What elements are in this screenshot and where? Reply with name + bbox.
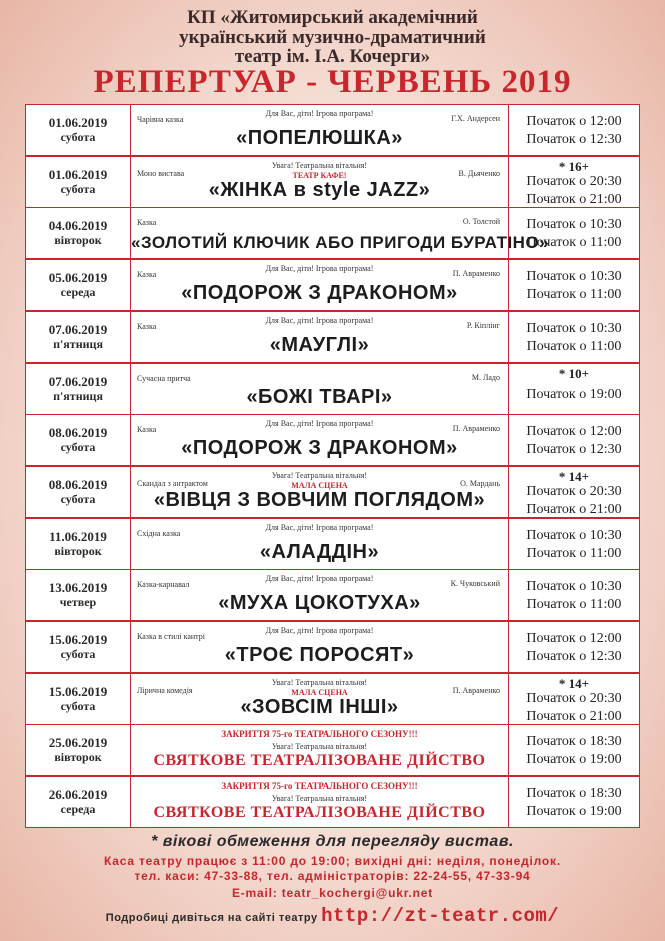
performance-info: [131, 157, 509, 207]
table-row: [25, 724, 640, 776]
performance-info: [131, 570, 509, 620]
performance-info: [131, 519, 509, 569]
performance-title: «ПОДОРОЖ З ДРАКОНОМ»: [181, 437, 458, 460]
start-time: Початок о 10:30: [526, 579, 622, 595]
repertoire-table: [25, 104, 640, 828]
age-limit-badge: * 14+: [558, 468, 590, 484]
performance-note: Увага! Театральна вітальня!: [271, 160, 368, 170]
performance-title: СВЯТКОВЕ ТЕАТРАЛІЗОВАНЕ ДІЙСТВО: [153, 804, 486, 822]
start-time: Початок о 20:30: [526, 483, 622, 499]
performance-title: «БОЖІ ТВАРІ»: [246, 385, 393, 408]
performance-genre: Казка: [137, 321, 157, 331]
performance-date: 26.06.2019: [48, 787, 108, 803]
performance-weekday: субота: [60, 181, 96, 196]
performance-note: Для Вас, діти! Ігрова програма!: [265, 315, 374, 325]
table-row: [25, 518, 640, 570]
start-time: Початок о 10:30: [526, 217, 622, 233]
date-cell: [26, 519, 131, 569]
performance-info: [131, 467, 509, 517]
date-cell: [26, 208, 131, 258]
start-time: Початок о 18:30: [526, 786, 622, 802]
performance-date: 13.06.2019: [48, 580, 108, 596]
start-time: Початок о 19:00: [526, 386, 622, 402]
start-time: Початок о 18:30: [526, 734, 622, 750]
performance-weekday: вівторок: [54, 543, 102, 558]
performance-info: [131, 260, 509, 310]
performance-genre: Казка: [137, 218, 157, 228]
performance-title: «ТРОЄ ПОРОСЯТ»: [224, 644, 415, 666]
performance-weekday: субота: [60, 491, 96, 506]
performance-author: П. Авраменко: [452, 424, 500, 434]
start-time: Початок о 12:30: [526, 132, 622, 147]
performance-venue-note: МАЛА СЦЕНА: [291, 687, 348, 697]
table-row: [25, 414, 640, 466]
start-time: Початок о 21:00: [526, 708, 622, 724]
page-title: РЕПЕРТУАР - ЧЕРВЕНЬ 2019: [93, 64, 572, 100]
table-row: [25, 259, 640, 311]
performance-author: Р. Кіплінг: [466, 320, 500, 330]
performance-info: [131, 312, 509, 362]
box-office-hours: Каса театру працює з 11:00 до 19:00; вихідні дні: неділя, понеділок.: [103, 854, 562, 868]
start-time: Початок о 11:00: [526, 338, 622, 354]
table-row: [25, 363, 640, 415]
start-time: Початок о 19:00: [526, 804, 622, 820]
start-time: Початок о 10:30: [526, 527, 622, 543]
performance-info: [131, 674, 509, 724]
start-time: Початок о 21:00: [526, 501, 622, 517]
date-cell: [26, 157, 131, 207]
start-times: [509, 467, 639, 519]
performance-weekday: п'ятниця: [53, 336, 103, 351]
performance-title: «ЗОЛОТИЙ КЛЮЧИК АБО ПРИГОДИ БУРАТІНО»: [131, 233, 550, 253]
start-time: Початок о 10:30: [526, 320, 622, 336]
performance-date: 01.06.2019: [48, 115, 108, 130]
start-times: [509, 725, 639, 783]
performance-genre: Казка-карнавал: [137, 580, 190, 590]
performance-info: [131, 725, 509, 775]
performance-title: «МУХА ЦОКОТУХА»: [218, 592, 421, 615]
performance-date: 15.06.2019: [48, 632, 108, 647]
performance-title: «АЛАДДІН»: [259, 540, 380, 563]
start-times: [509, 208, 639, 266]
start-times: [509, 157, 639, 209]
performance-title: «ВІВЦЯ З ВОВЧИМ ПОГЛЯДОМ»: [153, 488, 486, 511]
performance-venue-note: ТЕАТР КАФЕ!: [292, 170, 347, 180]
age-limit-badge: * 14+: [558, 675, 590, 691]
performance-date: 25.06.2019: [48, 735, 108, 751]
performance-genre: Моно вистава: [137, 168, 185, 178]
performance-weekday: середа: [60, 285, 96, 300]
table-row: [25, 207, 640, 259]
performance-genre: Лірична комедія: [137, 685, 193, 695]
performance-title: «ПОДОРОЖ З ДРАКОНОМ»: [181, 282, 458, 305]
performance-date: 05.06.2019: [48, 270, 108, 286]
start-time: Початок о 20:30: [526, 690, 622, 706]
date-cell: [26, 570, 131, 620]
start-time: Початок о 11:00: [526, 235, 622, 251]
start-time: Початок о 11:00: [526, 597, 622, 613]
performance-note: Увага! Театральна вітальня!: [271, 470, 368, 480]
theatre-name-line1: КП «Житомирський академічний: [187, 7, 478, 28]
performance-title: «МАУГЛІ»: [269, 333, 370, 356]
performance-note: Увага! Театральна вітальня!: [271, 677, 368, 687]
email-address[interactable]: E-mail: teatr_kochergi@ukr.net: [231, 886, 434, 900]
date-cell: [26, 415, 131, 465]
performance-title: «ПОПЕЛЮШКА»: [236, 127, 403, 149]
website-link[interactable]: http://zt-teatr.com/: [321, 905, 560, 927]
performance-date: 07.06.2019: [48, 373, 108, 389]
performance-author: О. Толстой: [462, 217, 500, 227]
performance-author: О. Мардань: [460, 478, 500, 488]
start-times: [509, 415, 639, 473]
start-time: Початок о 10:30: [526, 269, 622, 285]
phone-numbers: тел. каси: 47-33-88, тел. адміністраторів: 22-24-55, 47-33-94: [134, 869, 531, 883]
performance-date: 07.06.2019: [48, 321, 108, 337]
performance-weekday: субота: [60, 698, 96, 713]
performance-info: [131, 105, 509, 155]
performance-weekday: п'ятниця: [53, 388, 103, 403]
performance-author: В. Дьяченко: [458, 168, 500, 178]
start-time: Початок о 20:30: [526, 173, 622, 189]
performance-genre: Казка в стилі кантрі: [137, 632, 205, 641]
performance-weekday: субота: [60, 647, 96, 661]
performance-genre: Чарівна казка: [137, 115, 184, 124]
table-row: [25, 156, 640, 208]
table-row: [25, 104, 640, 156]
start-times: [509, 777, 639, 835]
season-closing-label: ЗАКРИТТЯ 75-го ТЕАТРАЛЬНОГО СЕЗОНУ!!!: [221, 729, 418, 740]
start-time: Початок о 12:00: [526, 631, 622, 646]
start-time: Початок о 12:30: [526, 442, 622, 458]
performance-author: М. Ладо: [471, 372, 500, 382]
start-time: Початок о 21:00: [526, 191, 622, 207]
season-closing-label: ЗАКРИТТЯ 75-го ТЕАТРАЛЬНОГО СЕЗОНУ!!!: [221, 781, 418, 792]
performance-weekday: четвер: [59, 595, 97, 610]
performance-genre: Сучасна притча: [137, 373, 191, 383]
start-time: Початок о 11:00: [526, 287, 622, 303]
start-time: Початок о 12:00: [526, 114, 622, 129]
start-time: Початок о 12:30: [526, 649, 622, 664]
performance-date: 11.06.2019: [49, 528, 107, 544]
performance-genre: Східна казка: [137, 528, 181, 538]
age-restriction-note: * вікові обмеження для перегляду вистав.: [151, 833, 514, 850]
performance-genre: Скандал з антрактом: [137, 478, 208, 488]
performance-date: 08.06.2019: [48, 425, 108, 441]
website-text: Подробиці дивіться на сайті театру: [105, 912, 318, 924]
performance-note: Для Вас, діти! Ігрова програма!: [265, 574, 374, 584]
date-cell: [26, 725, 131, 775]
table-row: [25, 776, 640, 828]
performance-date: 01.06.2019: [48, 166, 108, 182]
date-cell: [26, 467, 131, 517]
start-time: Початок о 19:00: [526, 752, 622, 768]
performance-weekday: середа: [60, 802, 96, 817]
performance-title: «ЗОВСІМ ІНШІ»: [240, 695, 399, 718]
age-limit-badge: * 10+: [558, 365, 590, 381]
start-time: Початок о 12:00: [526, 424, 622, 440]
performance-weekday: вівторок: [54, 750, 102, 765]
theatre-name-line2: український музично-драматичний: [179, 27, 486, 48]
performance-info: [131, 415, 509, 465]
performance-note: Увага! Театральна вітальня!: [271, 742, 368, 752]
performance-author: П. Авраменко: [452, 685, 500, 695]
start-time: Початок о 11:00: [526, 545, 622, 561]
date-cell: [26, 777, 131, 827]
performance-author: Г.Х. Андерсен: [451, 114, 500, 123]
performance-title: СВЯТКОВЕ ТЕАТРАЛІЗОВАНЕ ДІЙСТВО: [153, 752, 486, 770]
performance-title: «ЖІНКА в style JAZZ»: [208, 178, 431, 201]
performance-note: Для Вас, діти! Ігрова програма!: [265, 109, 374, 118]
performance-author: П. Авраменко: [452, 269, 500, 279]
performance-note: Увага! Театральна вітальня!: [271, 794, 368, 804]
theatre-header: [0, 8, 665, 67]
performance-note: Для Вас, діти! Ігрова програма!: [265, 419, 374, 429]
website-line: [0, 905, 665, 927]
start-times: [509, 105, 639, 163]
performance-genre: Казка: [137, 270, 157, 280]
performance-info: [131, 208, 550, 258]
date-cell: [26, 364, 131, 414]
date-cell: [26, 622, 131, 672]
performance-info: [131, 777, 509, 827]
table-row: [25, 621, 640, 673]
performance-weekday: субота: [60, 130, 96, 144]
performance-weekday: вівторок: [54, 233, 102, 248]
date-cell: [26, 312, 131, 362]
table-row: [25, 569, 640, 621]
table-row: [25, 311, 640, 363]
date-cell: [26, 105, 131, 155]
performance-date: 08.06.2019: [48, 476, 108, 492]
date-cell: [26, 260, 131, 310]
start-times: [509, 312, 639, 370]
start-times: [509, 519, 639, 577]
start-times: [509, 622, 639, 680]
performance-date: 04.06.2019: [48, 218, 108, 234]
performance-info: [131, 622, 509, 672]
performance-venue-note: МАЛА СЦЕНА: [291, 480, 348, 490]
start-times: [509, 570, 639, 628]
date-cell: [26, 674, 131, 724]
performance-info: [131, 364, 509, 414]
age-limit-badge: * 16+: [558, 158, 590, 174]
start-times: [509, 364, 639, 416]
performance-date: 15.06.2019: [48, 683, 108, 699]
theatre-name-line3: театр ім. І.А. Кочерги»: [234, 46, 431, 67]
performance-note: Для Вас, діти! Ігрова програма!: [265, 626, 374, 635]
performance-weekday: субота: [60, 440, 96, 455]
start-times: [509, 674, 639, 726]
performance-genre: Казка: [137, 425, 157, 435]
start-times: [509, 260, 639, 318]
performance-note: Для Вас, діти! Ігрова програма!: [265, 522, 374, 532]
performance-author: К. Чуковський: [450, 579, 500, 589]
table-row: [25, 466, 640, 518]
table-row: [25, 673, 640, 725]
performance-note: Для Вас, діти! Ігрова програма!: [265, 264, 374, 274]
